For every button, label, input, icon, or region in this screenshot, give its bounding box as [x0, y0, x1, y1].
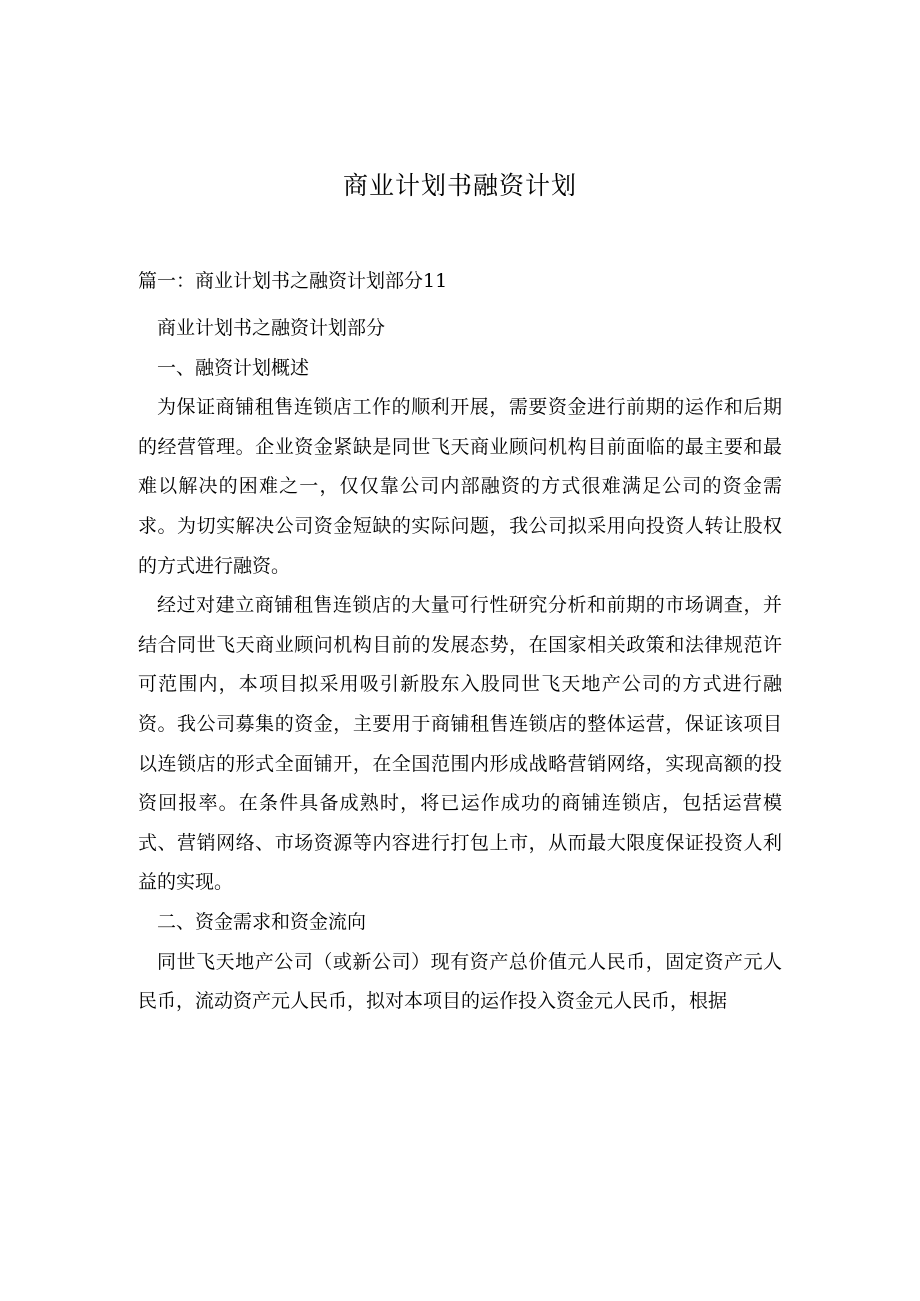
- paragraph: 二、资金需求和资金流向: [157, 910, 367, 933]
- paragraph: 一、融资计划概述: [157, 356, 310, 379]
- document-title: 商业计划书融资计划: [342, 171, 577, 200]
- document-body: [138, 309, 782, 1022]
- paragraph: 为保证商铺租售连锁店工作的顺利开展，需要资金进行前期的运作和后期的经营管理。企业资金紧缺是同世飞天商业顾问机构目前面临的最主要和最难以解决的困难之一，仅仅靠公司内部融资的方式很难满足公司的资金需求。为切实解决公司资金短缺的实际问题，我公司拟采用向投资人转让股权的方式进行融资。: [138, 396, 782, 577]
- paragraph: 商业计划书之融资计划部分: [157, 317, 386, 339]
- part-heading: 篇一：商业计划书之融资计划部分11: [138, 270, 448, 292]
- paragraph: 同世飞天地产公司（或新公司）现有资产总价值元人民币，固定资产元人民币，流动资产元人民币，拟对本项目的运作投入资金元人民币，根据: [138, 950, 782, 1013]
- paragraph: 经过对建立商铺租售连锁店的大量可行性研究分析和前期的市场调查，并结合同世飞天商业顾问机构目前的发展态势，在国家相关政策和法律规范许可范围内，本项目拟采用吸引新股东入股同世飞天地产公司的方式进行融资。我公司募集的资金，主要用于商铺租售连锁店的整体运营，保证该项目以连锁店的形式全面铺开，在全国范围内形成战略营销网络，实现高额的投资回报率。在条件具备成熟时，将已运作成功的商铺连锁店，包括运营模式、营销网络、市场资源等内容进行打包上市，从而最大限度保证投资人利益的实现。: [138, 594, 782, 894]
